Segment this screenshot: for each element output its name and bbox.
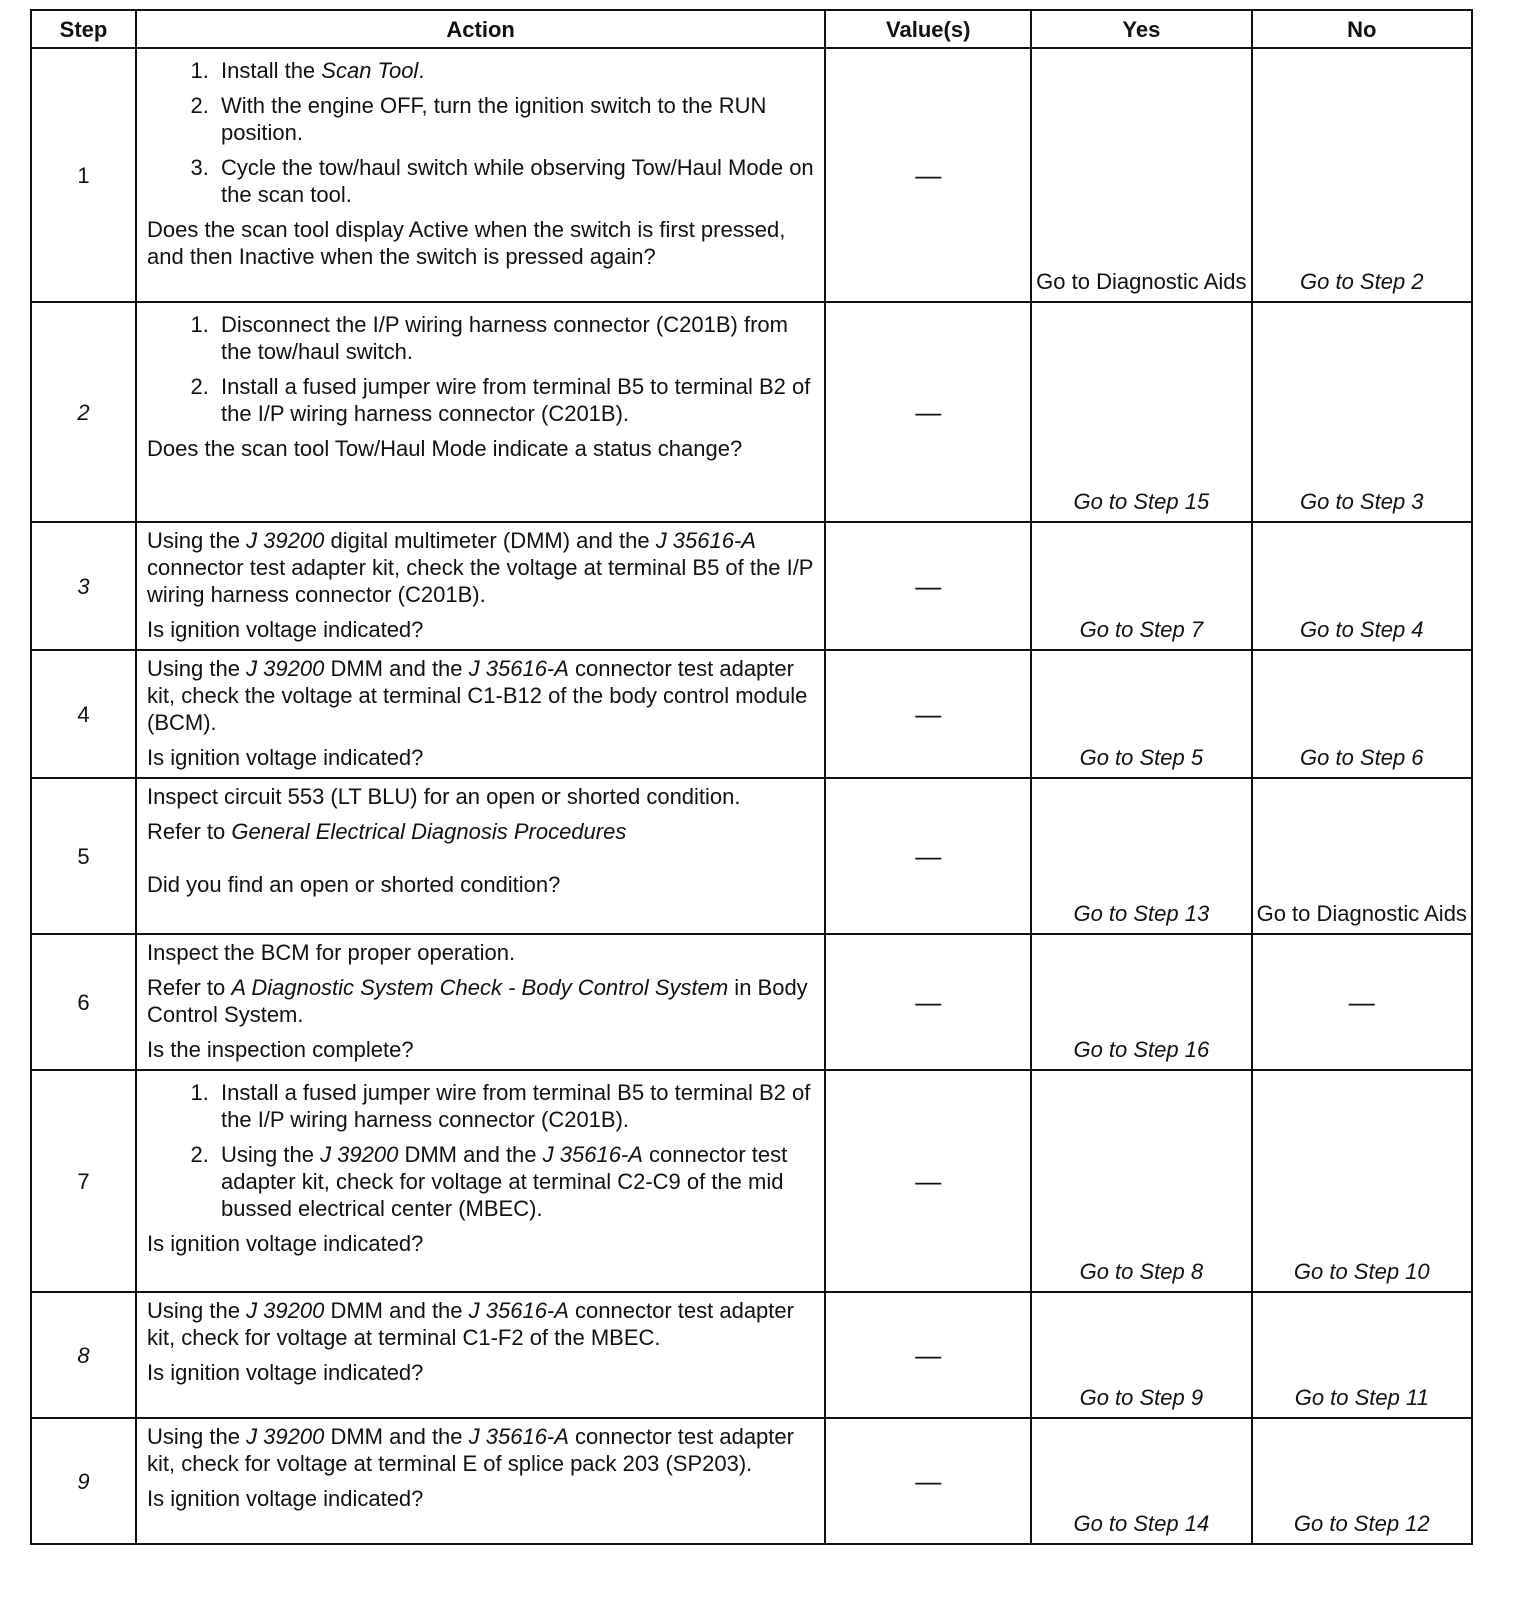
action-cell [136,934,825,1070]
table-row [31,48,1472,302]
table-row [31,1292,1472,1418]
action-list-item: 1. Install a fused jumper wire from terminal B5 to terminal B2 of the I/P wiring harness connector (C201B). [215,1079,814,1133]
value-cell: — [825,1292,1031,1418]
action-cell [136,1292,825,1418]
table-row [31,302,1472,522]
table-row [31,1418,1472,1544]
action-question: Did you find an open or shorted condition? [147,872,561,897]
step-number: 6 [31,934,136,1070]
value-cell: — [825,934,1031,1070]
yes-result: Go to Step 9 [1031,1292,1251,1418]
table-row [31,650,1472,778]
value-cell: — [825,650,1031,778]
action-list [147,1079,814,1222]
action-cell [136,650,825,778]
yes-result: Go to Step 7 [1031,522,1251,650]
step-number: 4 [31,650,136,778]
step-number: 1 [31,48,136,302]
value-cell: — [825,1418,1031,1544]
action-cell [136,1070,825,1292]
no-result: Go to Step 6 [1252,650,1472,778]
yes-result: Go to Step 8 [1031,1070,1251,1292]
action-cell [136,522,825,650]
step-number: 7 [31,1070,136,1292]
no-result: Go to Step 3 [1252,302,1472,522]
table-row [31,778,1472,934]
table-row [31,1070,1472,1292]
action-list-item: 2. Install a fused jumper wire from terminal B5 to terminal B2 of the I/P wiring harness connector (C201B). [215,373,814,427]
action-text: Inspect the BCM for proper operation. [147,940,516,965]
no-result: Go to Step 11 [1252,1292,1472,1418]
action-text: Using the J 39200 digital multimeter (DMM) and the J 35616-A connector test adapter kit, check the voltage at terminal B5 of the I/P wiring harness connector (C201B). [147,528,814,607]
step-number: 9 [31,1418,136,1544]
action-refer: Refer to General Electrical Diagnosis Procedures [147,819,627,844]
diagnostic-table [30,9,1473,1545]
action-list-item: 1. Disconnect the I/P wiring harness connector (C201B) from the tow/haul switch. [215,311,814,365]
header-yes: Yes [1031,10,1251,48]
action-question: Does the scan tool Tow/Haul Mode indicate a status change? [147,436,743,461]
yes-result: Go to Step 5 [1031,650,1251,778]
action-cell [136,48,825,302]
value-cell: — [825,522,1031,650]
action-text: Inspect circuit 553 (LT BLU) for an open or shorted condition. [147,784,741,809]
action-question: Is ignition voltage indicated? [147,617,424,642]
value-cell: — [825,1070,1031,1292]
yes-result: Go to Step 16 [1031,934,1251,1070]
action-question: Is ignition voltage indicated? [147,745,424,770]
no-result: Go to Step 2 [1252,48,1472,302]
action-refer: Refer to A Diagnostic System Check - Body Control System in Body Control System. [147,975,808,1027]
no-result: Go to Step 12 [1252,1418,1472,1544]
action-list [147,57,814,208]
action-text: Using the J 39200 DMM and the J 35616-A connector test adapter kit, check for voltage at terminal E of splice pack 203 (SP203). [147,1424,794,1476]
no-result: Go to Step 4 [1252,522,1472,650]
yes-result: Go to Step 15 [1031,302,1251,522]
action-question: Is ignition voltage indicated? [147,1486,424,1511]
table-row [31,522,1472,650]
value-cell: — [825,302,1031,522]
action-list-item: 3. Cycle the tow/haul switch while observing Tow/Haul Mode on the scan tool. [215,154,814,208]
action-list-item: 2. Using the J 39200 DMM and the J 35616-A connector test adapter kit, check for voltage at terminal C2-C9 of the mid bussed electrical center (MBEC). [215,1141,814,1222]
action-list [147,311,814,427]
action-cell [136,1418,825,1544]
action-text: Using the J 39200 DMM and the J 35616-A connector test adapter kit, check the voltage at terminal C1-B12 of the body control module (BCM). [147,656,808,735]
header-step: Step [31,10,136,48]
header-no: No [1252,10,1472,48]
yes-result: Go to Step 13 [1031,778,1251,934]
action-list-item: 1. Install the Scan Tool. [215,57,814,84]
step-number: 5 [31,778,136,934]
action-question: Does the scan tool display Active when the switch is first pressed, and then Inactive when the switch is pressed again? [147,217,786,269]
action-question: Is ignition voltage indicated? [147,1231,424,1256]
step-number: 2 [31,302,136,522]
header-row [31,10,1472,48]
value-cell: — [825,48,1031,302]
action-cell [136,302,825,522]
table-row [31,934,1472,1070]
no-result: Go to Step 10 [1252,1070,1472,1292]
step-number: 8 [31,1292,136,1418]
action-question: Is the inspection complete? [147,1037,414,1062]
action-text: Using the J 39200 DMM and the J 35616-A connector test adapter kit, check for voltage at terminal C1-F2 of the MBEC. [147,1298,794,1350]
yes-result: Go to Step 14 [1031,1418,1251,1544]
action-question: Is ignition voltage indicated? [147,1360,424,1385]
no-result: Go to Diagnostic Aids [1252,778,1472,934]
no-result: — [1252,934,1472,1070]
header-values: Value(s) [825,10,1031,48]
action-cell [136,778,825,934]
value-cell: — [825,778,1031,934]
header-action: Action [136,10,825,48]
step-number: 3 [31,522,136,650]
yes-result: Go to Diagnostic Aids [1031,48,1251,302]
action-list-item: 2. With the engine OFF, turn the ignition switch to the RUN position. [215,92,814,146]
